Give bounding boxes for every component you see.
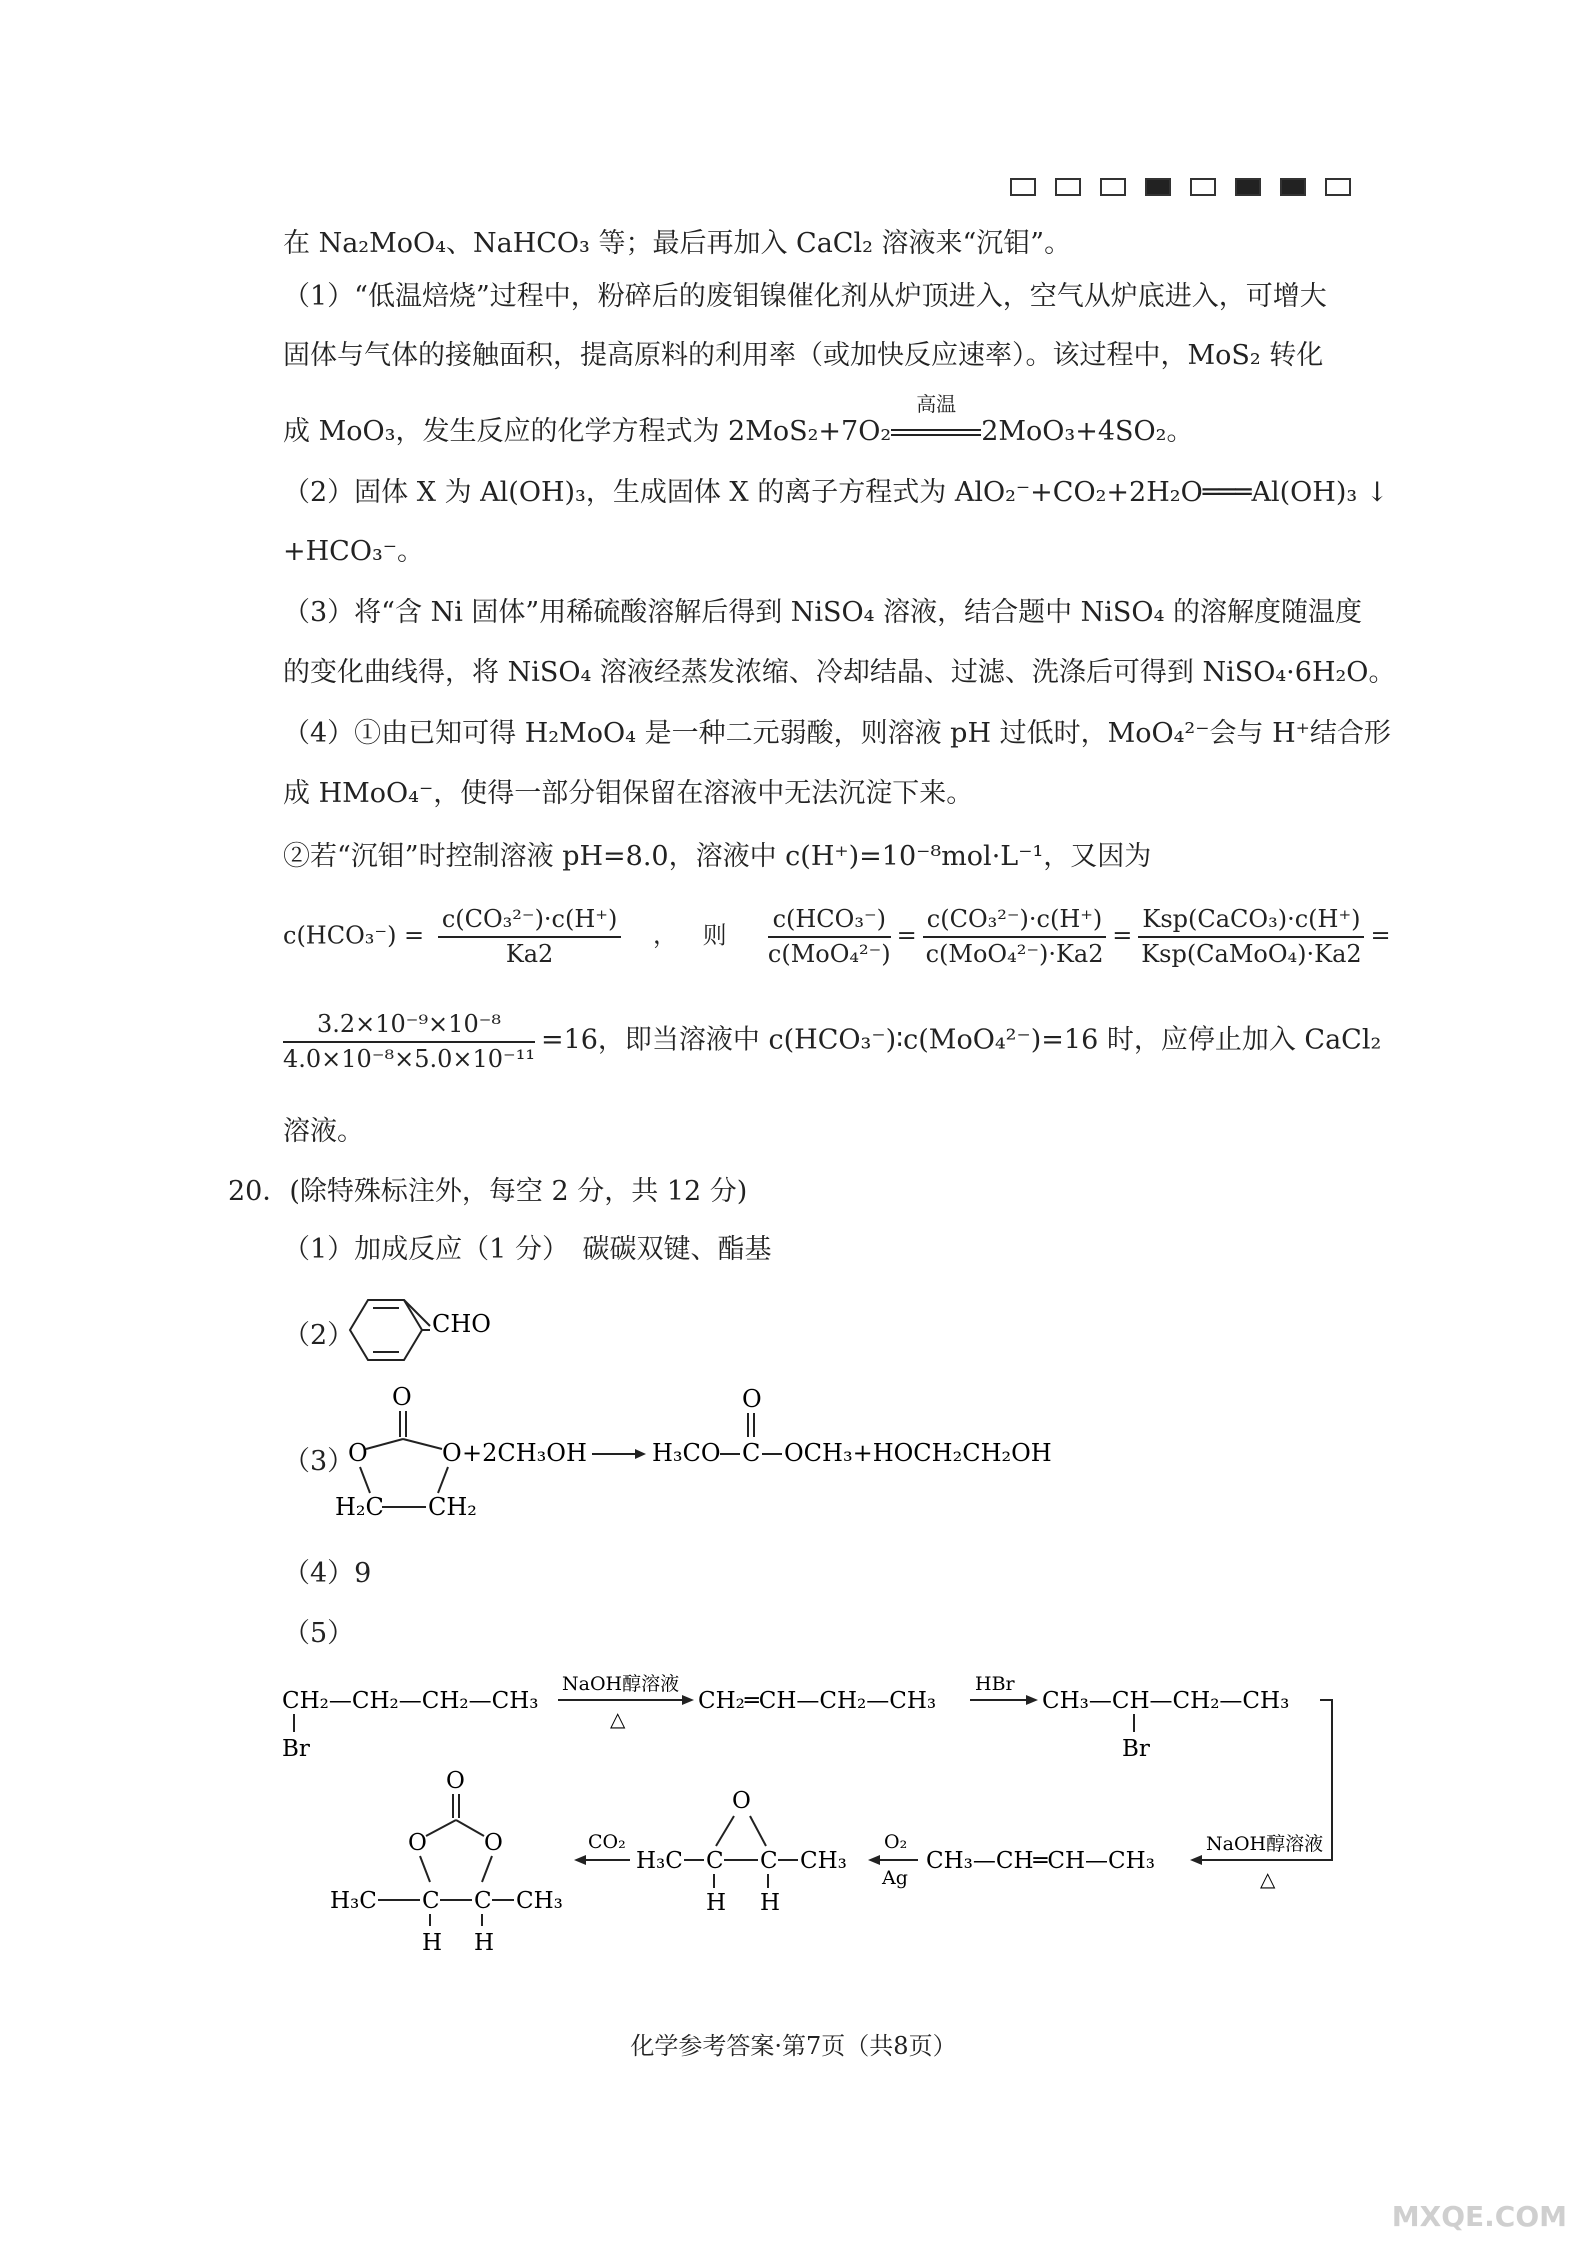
svg-text:H₂C: H₂C <box>335 1493 384 1521</box>
text-line: （1）“低温焙烧”过程中，粉碎后的废钼镍催化剂从炉顶进入，空气从炉底进入，可增大 <box>283 281 1327 312</box>
svg-text:O: O <box>442 1439 462 1467</box>
progress-square <box>1145 178 1171 196</box>
answer-5-label: （5） <box>283 1618 355 1649</box>
svg-text:△: △ <box>610 1707 626 1731</box>
aldehyde-group: CHO <box>432 1310 491 1338</box>
fraction: $\frac{\text{Ksp(CaCO₃)·c(H⁺)}}{\text{Ksp(CaMoO₄)·Ka2}}$ <box>1138 905 1364 969</box>
text-line: 在 Na₂MoO₄、NaHCO₃ 等；最后再加入 CaCl₂ 溶液来“沉钼”。 <box>283 228 1072 259</box>
answer-1: （1）加成反应（1 分） 碳碳双键、酯基 <box>283 1234 772 1265</box>
benzaldehyde-structure <box>330 1290 530 1370</box>
then-word: 则 <box>702 921 727 950</box>
svg-text:△: △ <box>1260 1867 1276 1891</box>
fraction: $\frac{\text{c(CO₃²⁻)·c(H⁺)}}{\text{c(MoO₄²⁻)·Ka2}}$ <box>923 905 1107 969</box>
svg-text:CH₂: CH₂ <box>428 1493 477 1521</box>
svg-text:H: H <box>706 1890 727 1916</box>
svg-text:NaOH醇溶液: NaOH醇溶液 <box>1206 1833 1324 1855</box>
text-line: （3）将“含 Ni 固体”用稀硫酸溶解后得到 NiSO₄ 溶液，结合题中 NiSO₄ 的溶解度随温度 <box>283 597 1362 628</box>
progress-square <box>1280 178 1306 196</box>
svg-text:O: O <box>408 1830 427 1856</box>
text-line: 固体与气体的接触面积，提高原料的利用率（或加快反应速率）。该过程中，MoS₂ 转化 <box>283 340 1324 371</box>
text-line: （2）固体 X 为 Al(OH)₃，生成固体 X 的离子方程式为 AlO₂⁻+CO₂+2H₂O═══Al(OH)₃ ↓ <box>283 477 1389 508</box>
equation-line <box>283 392 1194 448</box>
text-line: （4）①由已知可得 H₂MoO₄ 是一种二元弱酸，则溶液 pH 过低时，MoO₄²⁻会与 H⁺结合形 <box>283 718 1391 749</box>
formula-lhs: c(HCO₃⁻) = <box>283 921 425 950</box>
reaction-arrow <box>891 392 981 448</box>
synthesis-route <box>270 1660 1370 1960</box>
svg-text:H: H <box>760 1890 781 1916</box>
text-line: 成 HMoO₄⁻，使得一部分钼保留在溶液中无法沉淀下来。 <box>283 778 974 809</box>
svg-text:Br: Br <box>1122 1736 1150 1762</box>
svg-text:H₃C: H₃C <box>330 1888 377 1914</box>
answer-2-label: （2） <box>283 1320 355 1351</box>
svg-text:OCH₃+HOCH₂CH₂OH: OCH₃+HOCH₂CH₂OH <box>784 1439 1052 1467</box>
progress-square <box>1100 178 1126 196</box>
answer-4: （4）9 <box>283 1558 372 1589</box>
svg-text:CH₃—CH—CH₂—CH₃: CH₃—CH—CH₂—CH₃ <box>1042 1688 1290 1714</box>
svg-text:C: C <box>474 1888 492 1914</box>
svg-text:C: C <box>422 1888 440 1914</box>
svg-text:O₂: O₂ <box>884 1831 908 1853</box>
progress-square <box>1190 178 1216 196</box>
svg-text:O: O <box>732 1788 751 1814</box>
text-line: ②若“沉钼”时控制溶液 pH=8.0，溶液中 c(H⁺)=10⁻⁸mol·L⁻¹，又因为 <box>283 841 1152 872</box>
svg-text:Br: Br <box>282 1736 310 1762</box>
progress-square <box>1235 178 1261 196</box>
text-line: +HCO₃⁻。 <box>283 536 425 567</box>
svg-text:CH₃—CH═CH—CH₃: CH₃—CH═CH—CH₃ <box>926 1848 1155 1874</box>
svg-text:H₃CO: H₃CO <box>652 1439 721 1467</box>
fraction: $\frac{\text{3.2×10⁻⁹×10⁻⁸}}{\text{4.0×10⁻⁸×5.0×10⁻¹¹}}$ <box>283 1010 535 1073</box>
svg-text:+2CH₃OH: +2CH₃OH <box>462 1439 587 1467</box>
svg-text:O: O <box>348 1439 368 1467</box>
question-title: 20．(除特殊标注外，每空 2 分，共 12 分) <box>228 1176 748 1207</box>
svg-text:O: O <box>446 1768 465 1794</box>
reaction-3-structure <box>330 1375 1110 1535</box>
svg-text:C: C <box>760 1848 778 1874</box>
svg-text:CH₃: CH₃ <box>516 1888 563 1914</box>
svg-text:CH₂═CH—CH₂—CH₃: CH₂═CH—CH₂—CH₃ <box>698 1688 937 1714</box>
condition-label: 高温 <box>916 392 957 416</box>
equation-right: 2MoO₃+4SO₂。 <box>981 416 1194 447</box>
svg-text:HBr: HBr <box>975 1673 1015 1695</box>
svg-text:NaOH醇溶液: NaOH醇溶液 <box>562 1673 680 1695</box>
answer-3-label: （3） <box>283 1446 355 1477</box>
svg-text:CH₂—CH₂—CH₂—CH₃: CH₂—CH₂—CH₂—CH₃ <box>282 1688 539 1714</box>
text-line: 的变化曲线得，将 NiSO₄ 溶液经蒸发浓缩、冷却结晶、过滤、洗涤后可得到 NiSO₄·6H₂O。 <box>283 657 1396 688</box>
svg-text:Ag: Ag <box>882 1867 908 1889</box>
progress-square <box>1325 178 1351 196</box>
svg-text:H: H <box>474 1930 495 1956</box>
formula-line: c(HCO₃⁻) = $\frac{\text{c(CO₃²⁻)·c(H⁺)}}{Ka2}$ ， 则 $\frac{\text{c(HCO₃⁻)}}{\text{c(MoO₄²⁻)}}$ = $\frac{\text{c(CO₃²⁻)·c(H⁺)}}{\text{c(MoO₄²⁻)·Ka2}}$ = $\frac{\text{Ksp(CaCO₃)·c(H⁺)}}{\text{Ksp(CaMoO₄)·Ka2}}$ = <box>283 905 1391 968</box>
formula-line-2: $\frac{\text{3.2×10⁻⁹×10⁻⁸}}{\text{4.0×10⁻⁸×5.0×10⁻¹¹}}$ =16，即当溶液中 c(HCO₃⁻)∶c(MoO₄²⁻)=16 时，应停止加入 CaCl₂ <box>283 1010 1382 1073</box>
svg-text:H₃C: H₃C <box>636 1848 683 1874</box>
svg-text:O: O <box>742 1385 762 1413</box>
progress-square <box>1010 178 1036 196</box>
svg-text:O: O <box>392 1383 412 1411</box>
svg-text:H: H <box>422 1930 443 1956</box>
fraction: $\frac{\text{c(CO₃²⁻)·c(H⁺)}}{Ka2}$ <box>438 905 622 969</box>
fraction: $\frac{\text{c(HCO₃⁻)}}{\text{c(MoO₄²⁻)}}$ <box>767 905 891 968</box>
progress-square <box>1055 178 1081 196</box>
svg-text:O: O <box>484 1830 503 1856</box>
equation-left: 成 MoO₃，发生反应的化学方程式为 2MoS₂+7O₂ <box>283 416 892 447</box>
page-footer: 化学参考答案·第7页（共8页） <box>630 2032 957 2060</box>
watermark-text: MXQE.COM <box>1391 2200 1567 2233</box>
svg-text:C: C <box>742 1439 761 1467</box>
text-line: 溶液。 <box>283 1116 364 1147</box>
svg-text:CO₂: CO₂ <box>588 1831 626 1853</box>
svg-text:C: C <box>706 1848 724 1874</box>
svg-text:CH₃: CH₃ <box>800 1848 847 1874</box>
